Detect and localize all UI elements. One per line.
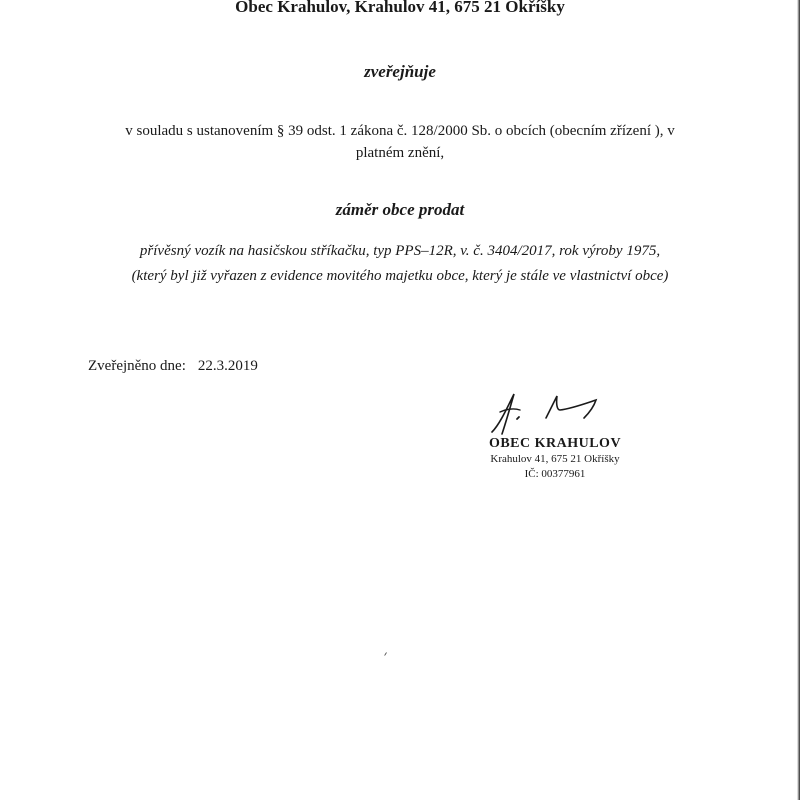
stamp-id: IČ: 00377961	[524, 468, 586, 480]
publication-date-label: Zveřejněno dne:	[88, 358, 186, 374]
publishes-heading: zveřejňuje	[364, 62, 436, 81]
legal-basis-line-2: platném znění,	[355, 145, 445, 161]
sale-subject	[60, 239, 740, 289]
stamp-name: OBEC KRAHULOV	[488, 436, 622, 451]
legal-basis-line-1: v souladu s ustanovením § 39 odst. 1 zákona č. 128/2000 Sb. o obcích (obecním zřízení ), v	[125, 123, 675, 139]
scan-speck	[384, 652, 387, 656]
document-header: Obec Krahulov, Krahulov 41, 675 21 Okříšky	[235, 0, 565, 16]
stamp-address: Krahulov 41, 675 21 Okříšky	[490, 453, 620, 465]
publication-date-value: 22.3.2019	[197, 358, 258, 374]
sale-subject-line-2: (který byl již vyřazen z evidence movitého majetku obce, který je stále ve vlastnictví obce)	[131, 268, 669, 284]
municipal-stamp	[470, 436, 640, 482]
handwritten-signature	[486, 388, 616, 438]
publication-date	[88, 358, 258, 375]
sale-subject-line-1: přívěsný vozík na hasičskou stříkačku, typ PPS–12R, v. č. 3404/2017, rok výroby 1975,	[139, 243, 661, 259]
intent-heading: záměr obce prodat	[335, 200, 465, 219]
legal-basis	[80, 120, 720, 164]
